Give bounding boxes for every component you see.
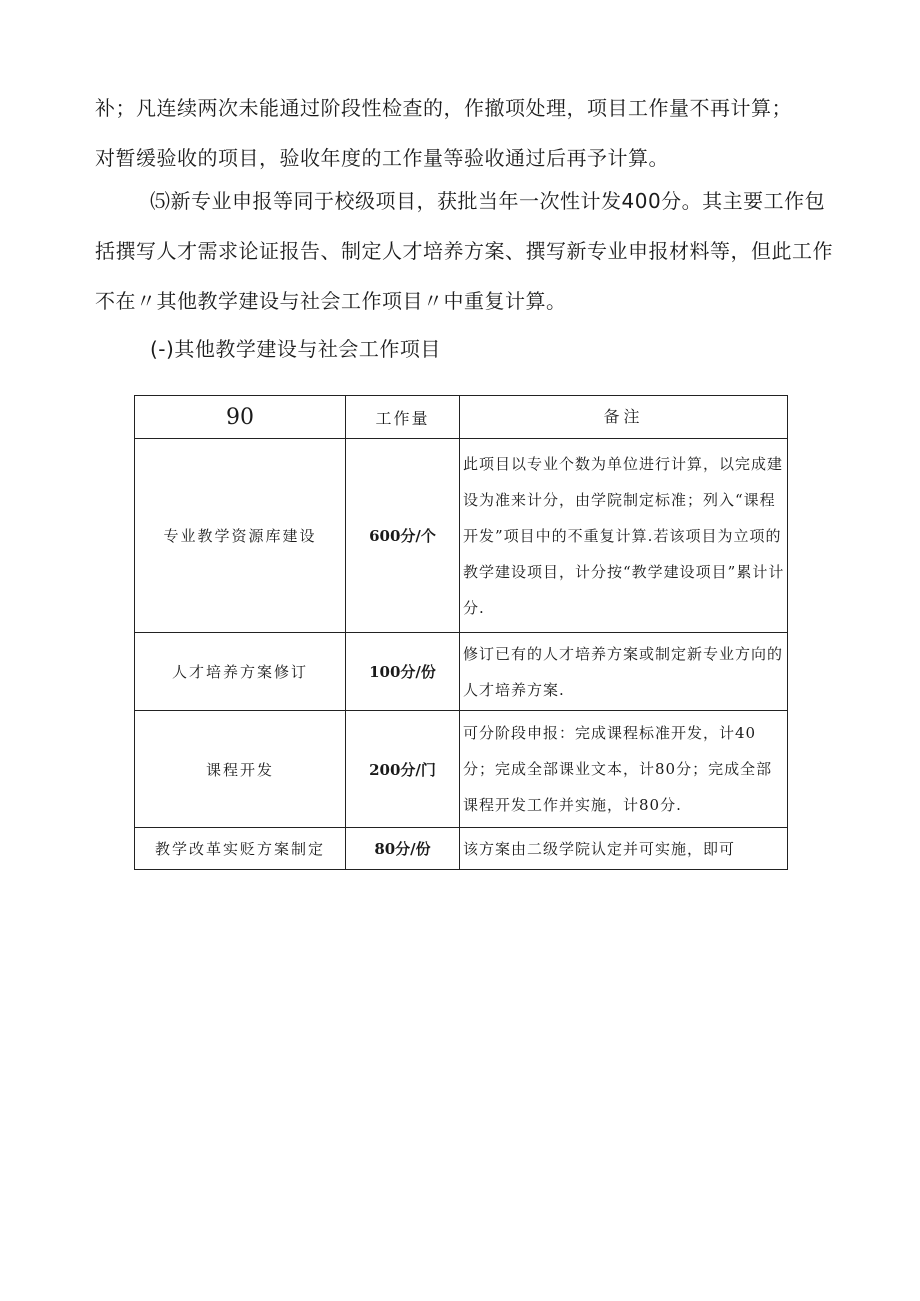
table-row (135, 439, 788, 633)
row-item-cell: 专业教学资源库建设 (135, 439, 346, 633)
section-title (95, 324, 835, 374)
table-row (135, 828, 788, 870)
workload-table (134, 395, 788, 870)
table-row (135, 711, 788, 828)
table-row (135, 633, 788, 711)
table-header-row (135, 396, 788, 439)
row-workload-cell: 600分/个 (346, 439, 460, 633)
paragraph-line: ⑸新专业申报等同于校级项目，获批当年一次性计发400分。其主要工作包 (150, 189, 826, 213)
section-heading: (-)其他教学建设与社会工作项目 (150, 337, 441, 361)
row-note-cell: 修订已有的人才培养方案或制定新专业方向的人才培养方案. (460, 633, 788, 711)
row-workload-cell: 100分/份 (346, 633, 460, 711)
body-text-paragraph-2 (95, 176, 835, 326)
row-note-cell: 可分阶段申报：完成课程标准开发，计40分；完成全部课业文本，计80分；完成全部课程开发工作并实施，计80分. (460, 711, 788, 828)
header-cell-workload: 工作量 (346, 396, 460, 439)
paragraph-line: 对暂缓验收的项目，验收年度的工作量等验收通过后再予计算。 (95, 146, 669, 170)
body-text-paragraph-1 (95, 83, 835, 183)
row-workload-cell: 200分/门 (346, 711, 460, 828)
header-cell-item: 90 (135, 396, 346, 439)
paragraph-line: 不在〃其他教学建设与社会工作项目〃中重复计算。 (95, 289, 567, 313)
row-item-cell: 课程开发 (135, 711, 346, 828)
row-item-cell: 人才培养方案修订 (135, 633, 346, 711)
header-cell-note: 备注 (460, 396, 788, 439)
row-item-cell: 教学改革实贬方案制定 (135, 828, 346, 870)
row-workload-cell: 80分/份 (346, 828, 460, 870)
row-note-cell: 此项目以专业个数为单位进行计算，以完成建设为准来计分，由学院制定标准；列入“课程开发”项目中的不重复计算.若该项目为立项的教学建设项目，计分按“教学建设项目”累计计分. (460, 439, 788, 633)
paragraph-line: 补；凡连续两次未能通过阶段性检查的，作撤项处理，项目工作量不再计算； (95, 96, 792, 120)
row-note-cell: 该方案由二级学院认定并可实施，即可 (460, 828, 788, 870)
paragraph-line: 括撰写人才需求论证报告、制定人才培养方案、撰写新专业申报材料等，但此工作 (95, 239, 833, 263)
